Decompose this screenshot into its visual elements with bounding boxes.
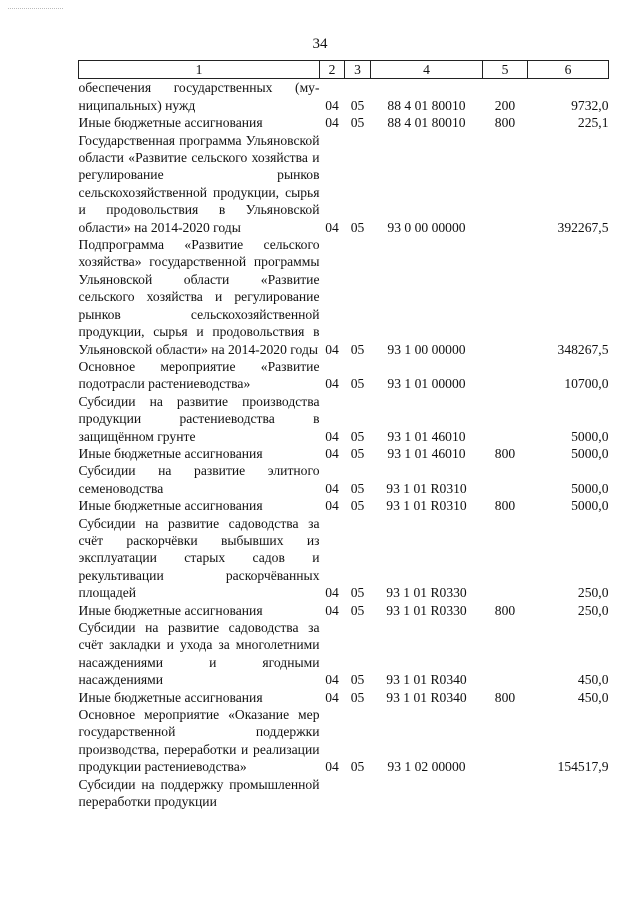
- scan-artifact: [8, 8, 63, 9]
- cell-csr: 93 1 01 R0330: [386, 602, 467, 618]
- cell-desc: Основное мероприятие «Оказание мер государственной поддержки производства, переработки и реализации продукции растениеводства»: [78, 707, 320, 775]
- cell-vr: 800: [494, 602, 516, 618]
- cell-amt: 450,0: [577, 689, 609, 705]
- cell-amt: 348267,5: [557, 341, 609, 357]
- table-row: [79, 445, 609, 462]
- cell-csr: 93 1 01 46010: [387, 445, 466, 461]
- header-cell: 3: [345, 61, 371, 79]
- table-header-row: [79, 61, 609, 79]
- cell-csr: 93 1 01 R0330: [386, 585, 467, 601]
- cell-amt: 225,1: [577, 115, 609, 131]
- cell-vr: 800: [494, 445, 516, 461]
- table-row: [79, 689, 609, 706]
- cell-sub: 05: [350, 759, 365, 775]
- header-cell: 2: [320, 61, 345, 79]
- cell-desc: Иные бюджетные ассигнования: [78, 689, 263, 705]
- cell-amt: 250,0: [577, 602, 609, 618]
- cell-sec: 04: [325, 672, 339, 688]
- cell-sec: [320, 776, 345, 811]
- cell-vr: 200: [494, 97, 516, 113]
- header-cell: 6: [528, 61, 609, 79]
- cell-amt: [528, 776, 609, 811]
- cell-vr: 800: [494, 498, 516, 514]
- cell-vr: [483, 236, 528, 358]
- cell-amt: 250,0: [577, 585, 609, 601]
- cell-desc: Субсидии на развитие элитного семеноводства: [78, 463, 320, 496]
- cell-sub: 05: [350, 585, 365, 601]
- cell-desc: Иные бюджетные ассигнования: [78, 115, 263, 131]
- page-number: 34: [312, 36, 328, 52]
- header-cell: 5: [483, 61, 528, 79]
- cell-sec: 04: [325, 602, 339, 618]
- cell-sec: 04: [325, 219, 339, 235]
- cell-csr: 93 1 01 R0310: [386, 480, 467, 496]
- cell-sub: 05: [350, 376, 365, 392]
- cell-sec: 04: [325, 759, 339, 775]
- cell-vr: [483, 462, 528, 497]
- cell-vr: [483, 132, 528, 236]
- cell-desc: Основное мероприятие «Развитие подотрасли растениеводства»: [78, 358, 320, 392]
- cell-sub: 05: [350, 219, 365, 235]
- cell-sec: 04: [325, 341, 339, 357]
- cell-sec: 04: [325, 115, 339, 131]
- cell-vr: [483, 358, 528, 393]
- table-row: [79, 706, 609, 776]
- table-row: [79, 393, 609, 445]
- cell-vr: [483, 706, 528, 776]
- cell-desc: Субсидии на поддержку промышленной переработки продукции: [78, 776, 320, 810]
- table-row: [79, 79, 609, 114]
- header-cell: 4: [371, 61, 483, 79]
- cell-amt: 5000,0: [571, 428, 609, 444]
- cell-vr: [483, 619, 528, 689]
- cell-vr: 800: [494, 689, 516, 705]
- cell-amt: 5000,0: [571, 480, 609, 496]
- cell-desc: Иные бюджетные ассигнования: [78, 498, 263, 514]
- cell-sub: 05: [350, 428, 365, 444]
- cell-desc: Подпрограмма «Развитие сельского хозяйства» государственной программы Ульяновской области «Развитие сельского хозяйства и регулирование рынков сельскохозяйственной продукции, сырья и продовольствия в Ульяновской области» на 2014-2020 годы: [78, 237, 320, 357]
- cell-vr: [483, 393, 528, 445]
- cell-csr: 93 1 01 46010: [387, 428, 466, 444]
- cell-amt: 5000,0: [571, 498, 609, 514]
- header-cell: 1: [79, 61, 320, 79]
- cell-csr: 93 0 00 00000: [387, 219, 466, 235]
- table-row: [79, 515, 609, 602]
- cell-vr: [483, 515, 528, 602]
- cell-vr: 800: [494, 115, 516, 131]
- cell-desc: Государственная программа Ульяновской области «Развитие сельского хозяйства и регулирование рынков сельскохозяйственной продукции, сырья и продовольствия в Ульяновской области» на 2014-2020 годы: [78, 132, 320, 235]
- cell-sub: 05: [350, 480, 365, 496]
- cell-amt: 392267,5: [557, 219, 609, 235]
- cell-desc: Иные бюджетные ассигнования: [78, 602, 263, 618]
- cell-csr: 93 1 01 R0340: [386, 689, 467, 705]
- table-row: [79, 236, 609, 358]
- cell-csr: 93 1 01 R0340: [386, 672, 467, 688]
- cell-sub: [345, 776, 371, 811]
- cell-desc: Субсидии на развитие производства продукции растениеводства в защищённом грунте: [78, 393, 320, 444]
- cell-csr: 93 1 00 00000: [387, 341, 466, 357]
- cell-csr: 88 4 01 80010: [387, 115, 466, 131]
- cell-sec: 04: [325, 97, 339, 113]
- cell-csr: 93 1 01 00000: [387, 376, 466, 392]
- cell-sub: 05: [350, 341, 365, 357]
- cell-sub: 05: [350, 602, 365, 618]
- cell-sec: 04: [325, 498, 339, 514]
- cell-sub: 05: [350, 689, 365, 705]
- cell-sec: 04: [325, 428, 339, 444]
- cell-amt: 10700,0: [564, 376, 609, 392]
- table-row: [79, 497, 609, 514]
- cell-sec: 04: [325, 376, 339, 392]
- cell-csr: 93 1 02 00000: [387, 759, 466, 775]
- cell-amt: 154517,9: [557, 759, 609, 775]
- budget-table: [78, 60, 609, 810]
- cell-sub: 05: [350, 672, 365, 688]
- cell-desc: Субсидии на развитие садоводства за счёт закладки и ухода за многолетними насаждениями и ягодными насаждениями: [78, 620, 320, 688]
- cell-sub: 05: [350, 115, 365, 131]
- cell-vr: [483, 776, 528, 811]
- cell-csr: 88 4 01 80010: [387, 97, 466, 113]
- cell-sec: 04: [325, 585, 339, 601]
- table-row: [79, 776, 609, 811]
- table-row: [79, 358, 609, 393]
- table-row: [79, 114, 609, 131]
- cell-sec: 04: [325, 445, 339, 461]
- cell-amt: 9732,0: [571, 97, 609, 113]
- cell-sub: 05: [350, 445, 365, 461]
- table-row: [79, 619, 609, 689]
- cell-desc: обеспечения государственных (му-ниципальных) нужд: [78, 80, 320, 113]
- cell-amt: 5000,0: [571, 445, 609, 461]
- cell-csr: [371, 776, 483, 811]
- cell-sub: 05: [350, 498, 365, 514]
- cell-desc: Иные бюджетные ассигнования: [78, 445, 263, 461]
- cell-sec: 04: [325, 689, 339, 705]
- table-row: [79, 462, 609, 497]
- table-row: [79, 602, 609, 619]
- cell-desc: Субсидии на развитие садоводства за счёт раскорчёвки выбывших из эксплуатации старых садов и рекультивации раскорчёванных площадей: [78, 515, 320, 601]
- cell-csr: 93 1 01 R0310: [386, 498, 467, 514]
- cell-sub: 05: [350, 97, 365, 113]
- table-row: [79, 132, 609, 236]
- cell-sec: 04: [325, 480, 339, 496]
- cell-amt: 450,0: [577, 672, 609, 688]
